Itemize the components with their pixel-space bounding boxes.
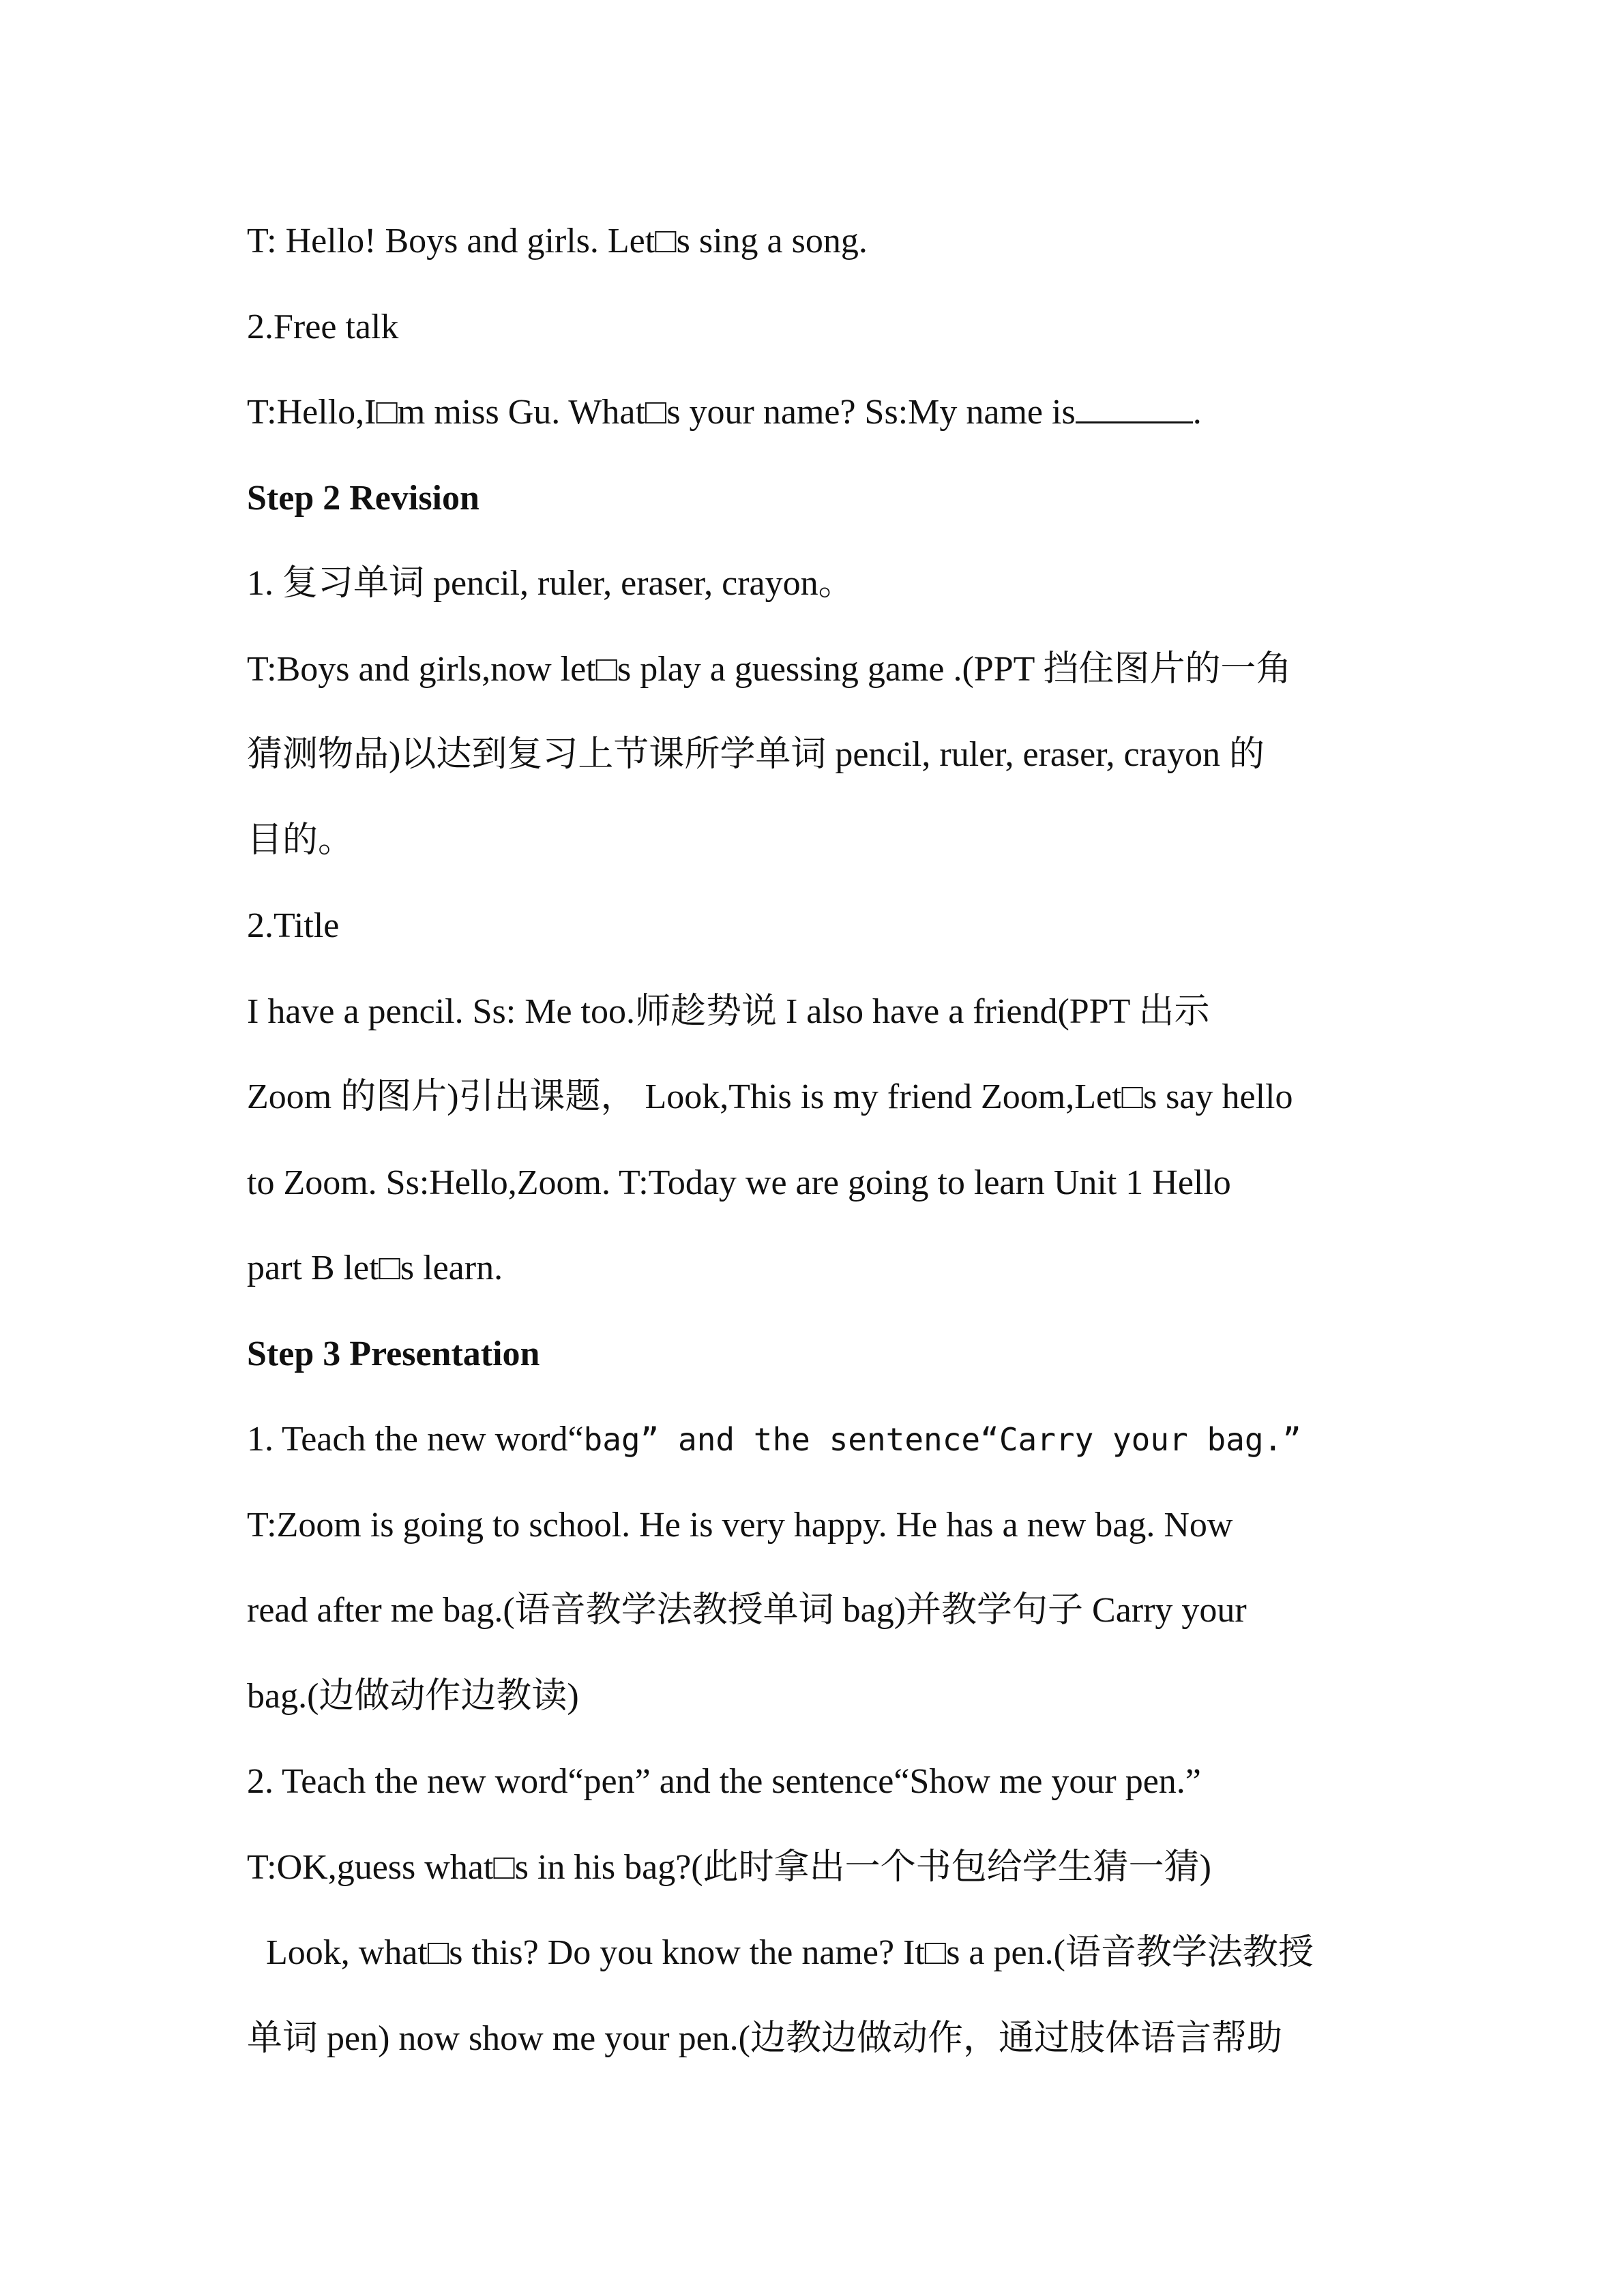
name-blank: [1076, 386, 1193, 423]
paragraph-free-talk-title: 2.Free talk: [247, 307, 399, 346]
paragraph-guessing-game-cont: 猜测物品)以达到复习上节课所学单词 pencil, ruler, eraser, crayon 的: [247, 735, 1265, 774]
paragraph-pencil: I have a pencil. Ss: Me too.师趁势说 I also have a friend(PPT 出示: [247, 992, 1210, 1031]
paragraph-bag-action: bag.(边做动作边教读): [247, 1676, 579, 1716]
teach-bag-mono-text: bag” and the sentence“Carry your bag.”: [583, 1421, 1301, 1458]
paragraph-zoom-school: T:Zoom is going to school. He is very happy. He has a new bag. Now: [247, 1505, 1233, 1545]
paragraph-guessing-game: T:Boys and girls,now let□s play a guessing game .(PPT 挡住图片的一角: [247, 649, 1292, 689]
paragraph-zoom-greeting: to Zoom. Ss:Hello,Zoom. T:Today we are going to learn Unit 1 Hello: [247, 1163, 1231, 1202]
free-talk-text: T:Hello,I□m miss Gu. What□s your name? Ss:My name is: [247, 393, 1076, 432]
heading-step-2: Step 2 Revision: [247, 478, 479, 518]
paragraph-title-item: 2.Title: [247, 906, 340, 945]
paragraph-guess-bag: T:OK,guess what□s in his bag?(此时拿出一个书包给学生猜一猜): [247, 1847, 1211, 1887]
teach-bag-text: 1. Teach the new word“: [247, 1420, 584, 1459]
paragraph-show-pen: 单词 pen) now show me your pen.(边教边做动作，通过肢体语言帮助: [247, 2018, 1282, 2058]
paragraph-revision-1: 1. 复习单词 pencil, ruler, eraser, crayon。: [247, 564, 854, 603]
paragraph-guessing-game-end: 目的。: [247, 820, 354, 860]
document-body: [247, 210, 1420, 2093]
heading-step-3: Step 3 Presentation: [247, 1334, 540, 1373]
paragraph-teach-pen: 2. Teach the new word“pen” and the sentence“Show me your pen.”: [247, 1762, 1201, 1801]
paragraph-read-bag: read after me bag.(语音教学法教授单词 bag)并教学句子 Carry your: [247, 1591, 1247, 1630]
paragraph-part-b: part B let□s learn.: [247, 1249, 503, 1287]
paragraph-zoom-intro: Zoom 的图片)引出课题， Look,This is my friend Zoom,Let□s say hello: [247, 1077, 1293, 1116]
blank-period: .: [1192, 393, 1202, 432]
paragraph-teach-bag: [247, 1408, 1420, 1494]
paragraph-what-is-this: Look, what□s this? Do you know the name? It□s a pen.(语音教学法教授: [266, 1933, 1314, 1972]
paragraph-free-talk: [247, 381, 1420, 467]
paragraph-greeting: T: Hello! Boys and girls. Let□s sing a song.: [247, 222, 868, 260]
